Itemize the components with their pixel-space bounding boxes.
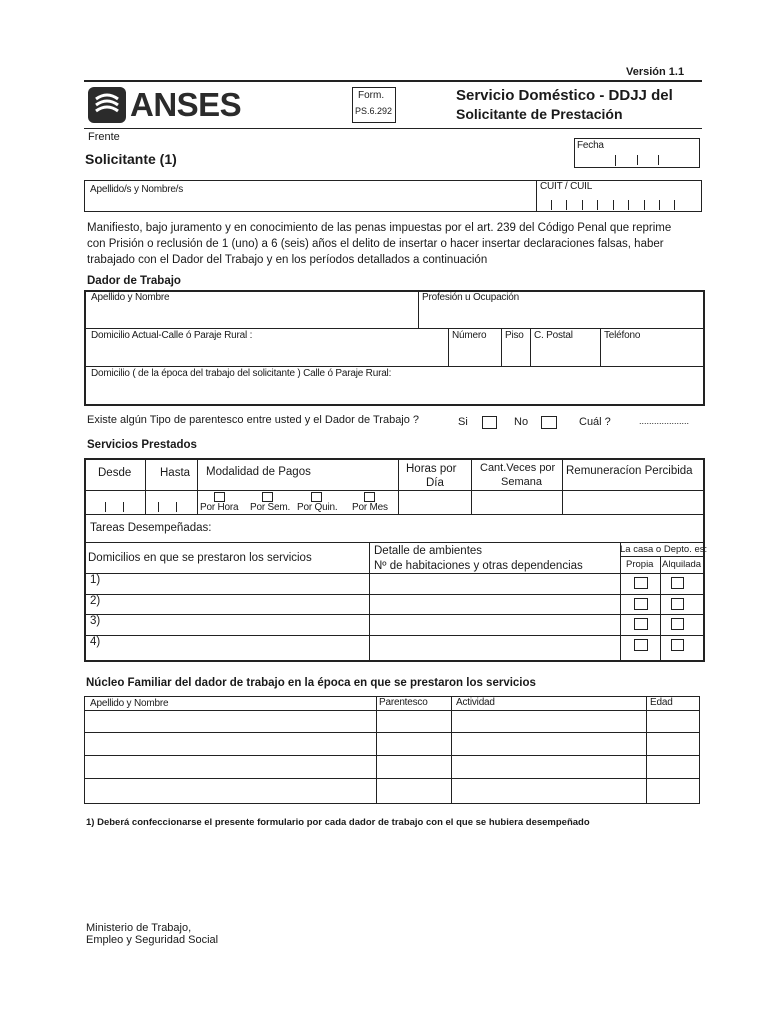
divider bbox=[501, 328, 502, 366]
family-col-activity: Actividad bbox=[456, 697, 495, 708]
family-col-kinship: Parentesco bbox=[379, 697, 428, 708]
employer-table bbox=[84, 290, 705, 406]
divider bbox=[448, 328, 449, 366]
horas-label-line1: Horas por bbox=[406, 463, 457, 475]
employer-heading: Dador de Trabajo bbox=[87, 275, 181, 287]
version-label: Versión 1.1 bbox=[626, 66, 685, 78]
anses-logo-icon bbox=[88, 87, 126, 123]
divider bbox=[84, 514, 705, 515]
divider bbox=[84, 778, 700, 779]
detalle-label-line1: Detalle de ambientes bbox=[374, 545, 483, 557]
pay-week-checkbox[interactable] bbox=[262, 492, 273, 502]
date-tick bbox=[158, 502, 159, 512]
row-4-label: 4) bbox=[90, 636, 101, 648]
divider bbox=[84, 594, 705, 595]
divider bbox=[451, 696, 452, 804]
alquilada-checkbox[interactable] bbox=[671, 618, 684, 630]
date-tick bbox=[615, 155, 616, 166]
cuit-tick bbox=[644, 200, 645, 210]
divider bbox=[84, 366, 705, 367]
divider bbox=[646, 696, 647, 804]
date-tick bbox=[176, 502, 177, 512]
veces-label-line1: Cant.Veces por bbox=[480, 462, 556, 474]
divider bbox=[660, 556, 661, 662]
divider bbox=[418, 290, 419, 328]
employer-floor-label: Piso bbox=[505, 330, 524, 341]
footnote: 1) Deberá confeccionarse el presente formulario por cada dador de trabajo con el que se hubiera desempeñado bbox=[86, 817, 590, 828]
cuit-tick bbox=[628, 200, 629, 210]
pay-month-label: Por Mes bbox=[352, 502, 388, 513]
services-heading: Servicios Prestados bbox=[87, 439, 197, 451]
family-col-name: Apellido y Nombre bbox=[90, 698, 169, 709]
cuit-tick bbox=[597, 200, 598, 210]
employer-number-label: Número bbox=[452, 330, 487, 341]
family-heading: Núcleo Familiar del dador de trabajo en la época en que se prestaron los servicios bbox=[86, 677, 536, 689]
anses-logo-text: ANSES bbox=[130, 86, 242, 123]
divider bbox=[620, 556, 705, 557]
family-col-age: Edad bbox=[650, 697, 673, 708]
kinship-yes-label: Si bbox=[458, 416, 468, 428]
header-top-rule bbox=[84, 80, 702, 82]
date-tick bbox=[637, 155, 638, 165]
pay-month-checkbox[interactable] bbox=[364, 492, 375, 502]
alquilada-label: Alquilada bbox=[662, 559, 702, 570]
pay-hour-checkbox[interactable] bbox=[214, 492, 225, 502]
declaration-line3: trabajado con el Dador del Trabajo y en los períodos detallados a continuación bbox=[87, 254, 488, 266]
divider bbox=[84, 542, 705, 543]
propia-checkbox[interactable] bbox=[634, 618, 648, 630]
form-label: Form. bbox=[358, 90, 385, 101]
divider bbox=[197, 458, 198, 514]
divider bbox=[84, 328, 705, 329]
propia-checkbox[interactable] bbox=[634, 639, 648, 651]
kinship-yes-checkbox[interactable] bbox=[482, 416, 497, 429]
remuneracion-label: Remuneracíon Percibida bbox=[566, 465, 693, 477]
divider bbox=[600, 328, 601, 366]
desde-label: Desde bbox=[98, 467, 132, 479]
horas-label-line2: Día bbox=[426, 477, 444, 489]
date-tick bbox=[658, 155, 659, 165]
veces-label-line2: Semana bbox=[501, 476, 542, 488]
applicant-name-label: Apellido/s y Nombre/s bbox=[90, 184, 184, 195]
divider bbox=[471, 458, 472, 514]
divider bbox=[398, 458, 399, 514]
employer-address-label: Domicilio Actual-Calle ó Paraje Rural : bbox=[91, 330, 253, 341]
cuit-tick bbox=[582, 200, 583, 210]
kinship-which-dots[interactable]: .................... bbox=[639, 416, 690, 426]
family-table bbox=[84, 696, 700, 804]
pay-hour-label: Por Hora bbox=[200, 502, 239, 513]
applicant-heading: Solicitante (1) bbox=[85, 151, 177, 167]
kinship-no-label: No bbox=[514, 416, 529, 428]
employer-occupation-label: Profesión u Ocupación bbox=[422, 292, 519, 303]
cuit-tick bbox=[551, 200, 552, 210]
tareas-label: Tareas Desempeñadas: bbox=[90, 522, 212, 534]
applicant-name-input[interactable] bbox=[88, 196, 532, 210]
divider bbox=[369, 542, 370, 662]
kinship-no-checkbox[interactable] bbox=[541, 416, 557, 429]
cuit-tick bbox=[659, 200, 660, 210]
divider bbox=[530, 328, 531, 366]
declaration-line2: con Prisión o reclusión de 1 (uno) a 6 (seis) años el delito de insertar o hacer insertar declaraciones falsas, haber bbox=[87, 238, 664, 250]
propia-label: Propia bbox=[626, 559, 654, 570]
divider bbox=[562, 458, 563, 514]
divider bbox=[376, 696, 377, 804]
date-label: Fecha bbox=[577, 140, 604, 151]
employer-past-address-label: Domicilio ( de la época del trabajo del solicitante ) Calle ó Paraje Rural: bbox=[91, 368, 392, 379]
date-tick bbox=[123, 502, 124, 512]
domicilios-label: Domicilios en que se prestaron los servicios bbox=[88, 552, 312, 564]
alquilada-checkbox[interactable] bbox=[671, 639, 684, 651]
form-title-line2: Solicitante de Prestación bbox=[456, 106, 623, 122]
pay-fortnight-label: Por Quin. bbox=[297, 502, 338, 513]
divider bbox=[536, 180, 537, 212]
cuit-tick bbox=[674, 200, 675, 210]
ministry-line2: Empleo y Seguridad Social bbox=[86, 934, 219, 946]
divider bbox=[84, 732, 700, 733]
divider bbox=[84, 635, 705, 636]
detalle-label-line2: Nº de habitaciones y otras dependencias bbox=[374, 560, 583, 572]
employer-postal-label: C. Postal bbox=[534, 330, 573, 341]
divider bbox=[84, 573, 705, 574]
employer-name-label: Apellido y Nombre bbox=[91, 292, 170, 303]
propia-checkbox[interactable] bbox=[634, 577, 648, 589]
ministry-line1: Ministerio de Trabajo, bbox=[86, 922, 192, 934]
divider bbox=[84, 614, 705, 615]
alquilada-checkbox[interactable] bbox=[671, 577, 684, 589]
divider bbox=[84, 755, 700, 756]
divider bbox=[84, 490, 705, 491]
hasta-label: Hasta bbox=[160, 467, 191, 479]
casa-label: La casa o Depto. es: bbox=[620, 544, 708, 555]
cuit-label: CUIT / CUIL bbox=[540, 181, 593, 192]
alquilada-checkbox[interactable] bbox=[671, 598, 684, 610]
divider bbox=[84, 710, 700, 711]
divider bbox=[620, 542, 621, 662]
kinship-which-label: Cuál ? bbox=[579, 416, 611, 428]
row-1-label: 1) bbox=[90, 574, 101, 586]
row-2-label: 2) bbox=[90, 595, 101, 607]
kinship-question: Existe algún Tipo de parentesco entre usted y el Dador de Trabajo ? bbox=[87, 414, 420, 426]
declaration-line1: Manifiesto, bajo juramento y en conocimiento de las penas impuestas por el art. 239 del Código Penal que reprime bbox=[87, 222, 672, 234]
pay-week-label: Por Sem. bbox=[250, 502, 291, 513]
date-tick bbox=[105, 502, 106, 512]
pay-fortnight-checkbox[interactable] bbox=[311, 492, 322, 502]
modalidad-label: Modalidad de Pagos bbox=[206, 466, 311, 478]
divider bbox=[145, 458, 146, 514]
propia-checkbox[interactable] bbox=[634, 598, 648, 610]
cuit-tick bbox=[613, 200, 614, 210]
form-title-line1: Servicio Doméstico - DDJJ del bbox=[456, 87, 673, 104]
header-bottom-rule bbox=[84, 128, 702, 129]
employer-phone-label: Teléfono bbox=[604, 330, 641, 341]
row-3-label: 3) bbox=[90, 615, 101, 627]
section-frente: Frente bbox=[88, 131, 120, 143]
form-code: PS.6.292 bbox=[355, 106, 393, 116]
cuit-tick bbox=[566, 200, 567, 210]
